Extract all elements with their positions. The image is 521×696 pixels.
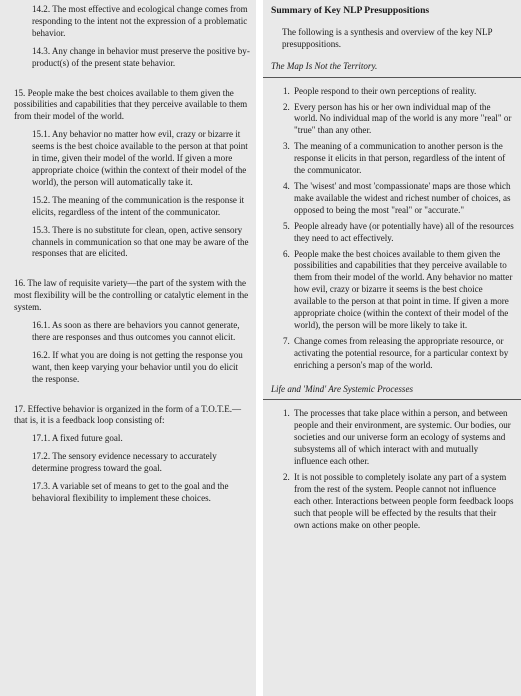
section-title-map: The Map Is Not the Territory.	[271, 60, 378, 71]
list-item: 1. People respond to their own perceptions of reality.	[283, 85, 477, 96]
list-item: 6. People make the best choices available to them given the possibilities and capabilities that they perceive available to them from their model of the world. Any behavior no matter how evil, crazy or bizarre it seems is the best choice available to the person at that point in time. If given a more appropriate choice (within the context of their model of the world), the person will be more likely to take it.	[283, 248, 513, 330]
summary-heading: Summary of Key NLP Presuppositions	[271, 5, 430, 16]
section-divider	[263, 77, 521, 78]
sub-item-16-1: 16.1. As soon as there are behaviors you cannot generate, there are responses and thus outcomes you cannot elicit.	[32, 320, 240, 342]
sub-item-15-1: 15.1. Any behavior no matter how evil, crazy or bizarre it seems is the best choice available to the person at that point in time, given their model of the world. If given a more appropriate choice (within the context of their model of the world), the person will automatically take it.	[32, 129, 248, 187]
item-17: 17. Effective behavior is organized in the form of a T.O.T.E.—that is, it is a feedback loop consisting of:	[14, 403, 242, 426]
list-item: 3. The meaning of a communication to another person is the response it elicits in that person, regardless of the intent of the communicator.	[283, 141, 506, 176]
list-item: 2. Every person has his or her own individual map of the world. No individual map of the world is any more "real" or "true" than any other.	[283, 101, 512, 136]
sub-item-14-3: 14.3. Any change in behavior must preserve the positive by-product(s) of the present state behavior.	[32, 45, 250, 68]
list-item: 2. It is not possible to completely isolate any part of a system from the rest of the system. People cannot not influence each other. Interactions between people form feedback loops such that people will be effected by the results that their own actions make on other people.	[283, 472, 514, 530]
list-item: 7. Change comes from releasing the appropriate resource, or activating the potential resource, for a particular context by enriching a person's map of the world.	[283, 335, 509, 370]
summary-intro: The following is a synthesis and overview of the key NLP presuppositions.	[282, 26, 493, 49]
item-15: 15. People make the best choices available to them given the possibilities and capabilities that they perceive available to them from their model of the world.	[14, 87, 248, 122]
section-divider	[263, 399, 521, 400]
sub-item-17-1: 17.1. A fixed future goal.	[32, 433, 123, 444]
sub-item-15-2: 15.2. The meaning of the communication is the response it elicits, regardless of the intent of the communicator.	[32, 194, 245, 217]
right-column	[263, 0, 521, 696]
sub-item-17-2: 17.2. The sensory evidence necessary to accurately determine progress toward the goal.	[32, 451, 217, 474]
sub-item-16-2: 16.2. If what you are doing is not getting the response you want, then keep varying your behavior until you do elicit the response.	[32, 349, 243, 384]
left-column	[0, 0, 256, 696]
list-item: 4. The 'wisest' and most 'compassionate' maps are those which make available the widest and richest number of choices, as opposed to being the most "real" or "accurate."	[283, 180, 511, 215]
section-list-map	[271, 86, 514, 372]
section-title-systemic: Life and 'Mind' Are Systemic Processes	[271, 383, 413, 394]
sub-item-17-3: 17.3. A variable set of means to get to the goal and the behavioral flexibility to implement these choices.	[32, 481, 229, 503]
item-16: 16. The law of requisite variety—the part of the system with the most flexibility will be the controlling or catalytic element in the system.	[14, 278, 249, 313]
sub-item-14-2: 14.2. The most effective and ecological change comes from responding to the intent not the expression of a problematic behavior.	[32, 4, 248, 38]
section-list-systemic	[271, 408, 514, 531]
sub-item-15-3: 15.3. There is no substitute for clean, open, active sensory channels in communication so that one may be aware of the responses that are elicited.	[32, 224, 249, 259]
list-item: 1. The processes that take place within a person, and between people and their environment, are systemic. Our bodies, our societies and our universe form an ecology of systems and subsystems all of which interact with and mutually influence each other.	[283, 408, 511, 467]
list-item: 5. People already have (or potentially have) all of the resources they need to act effectively.	[283, 220, 514, 243]
